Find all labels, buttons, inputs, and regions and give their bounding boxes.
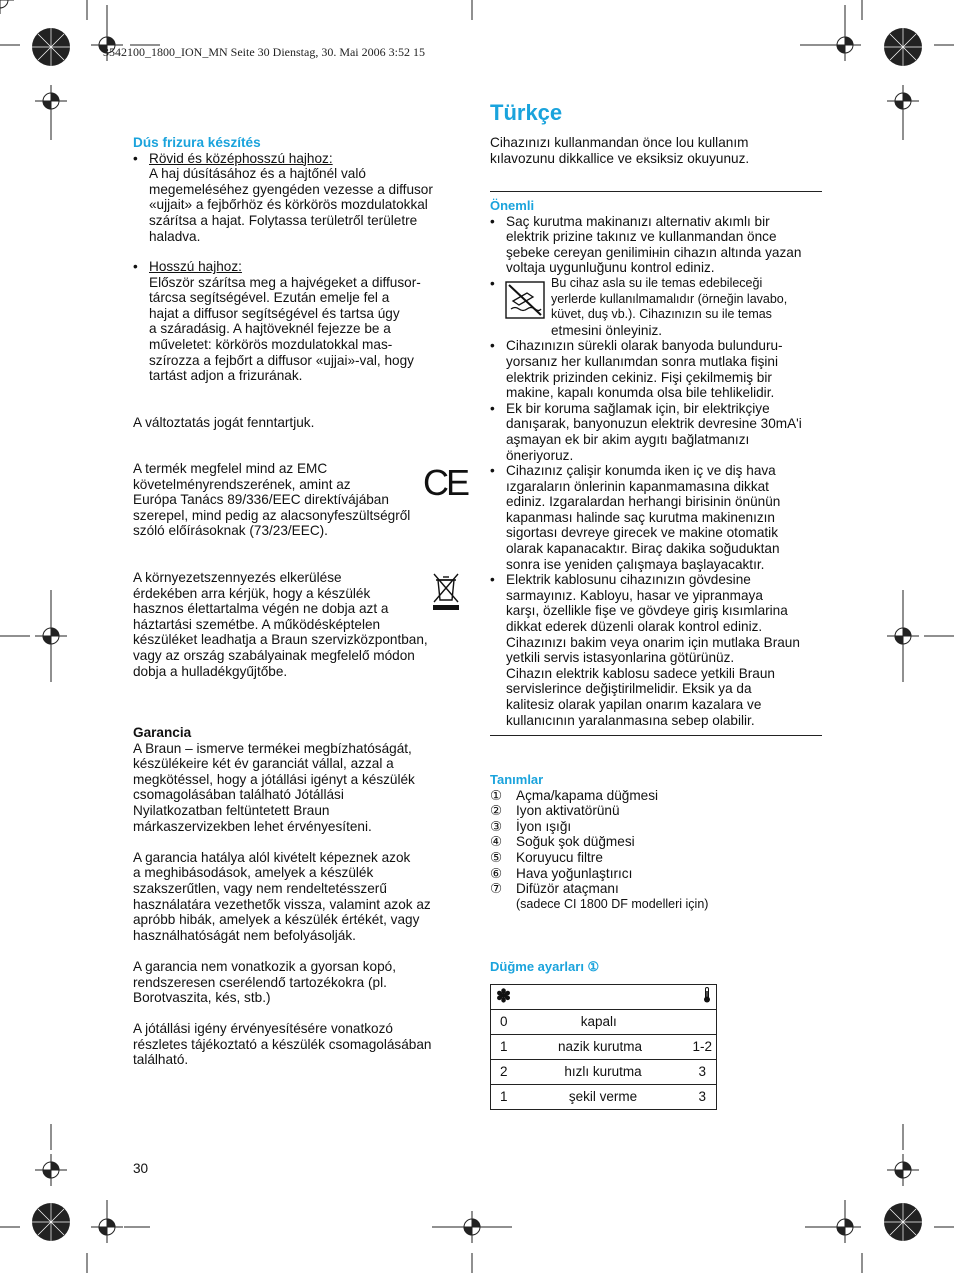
list-item xyxy=(490,214,822,276)
text-line: karşı, özellikle fişe ve gövdeye giriş kısımlarina xyxy=(506,603,788,619)
text-line: ediniz. Izgaralardan herhangi birisinin önünün xyxy=(506,494,781,510)
divider xyxy=(490,735,822,736)
fan-level: 1 xyxy=(500,1089,508,1105)
divider xyxy=(490,191,822,192)
print-header: 3542100_1800_ION_MN Seite 30 Dienstag, 30. Mai 2006 3:52 15 xyxy=(103,45,425,59)
text-line: A környezetszennyezés elkerülése xyxy=(133,570,342,585)
setting-label: nazik kurutma xyxy=(557,1039,643,1055)
text-line: részletes tájékoztató a készülék csomagolásában xyxy=(133,1036,432,1052)
heat-level: 1-2 xyxy=(692,1039,712,1055)
item-label: İyon ışığı xyxy=(516,818,572,834)
text-line: használhatóságát nem befolyásolják. xyxy=(133,927,356,943)
thermometer-icon xyxy=(703,987,711,1007)
text-line: • Saç kurutma makinanızı alternativ akımlı bir xyxy=(506,213,770,229)
text-line: elektrik prizinden cekiniz. Fişi çekilmemiş bir xyxy=(506,369,772,385)
fan-level: 0 xyxy=(500,1014,508,1030)
text-line: danışarak, banyonuzun elektrik devresine 30mA'i xyxy=(506,416,802,432)
fan-icon: ✽ xyxy=(496,986,512,1007)
list-item xyxy=(490,463,822,572)
text-line: ızgaraların önlerinin kapanmamasına dikkat xyxy=(506,478,769,494)
crossed-bin-icon xyxy=(430,572,462,616)
text-line: servislerince değiştirilmelidir. Eksik ya da xyxy=(506,681,752,697)
text-line: sigortası devreye girecek ve makine otomatik xyxy=(506,525,778,541)
text-line: Először szárítsa meg a hajvégeket a diffusor- xyxy=(149,274,421,290)
item-label: Rövid és középhosszú hajhoz: xyxy=(149,150,333,166)
text-line: haladva. xyxy=(149,228,201,244)
list-item xyxy=(490,401,822,463)
item-label: Açma/kapama düğmesi xyxy=(516,787,659,803)
header-cell xyxy=(491,985,717,1010)
text-line: Európa Tanács 89/336/EEC direktívájában xyxy=(133,492,389,508)
item-label: Soğuk şok düğmesi xyxy=(516,834,635,850)
text-line: • Cihazınızın sürekli olarak banyoda bulunduru- xyxy=(506,338,783,354)
no-water-warning-icon xyxy=(505,281,545,319)
list-item xyxy=(490,866,822,882)
table-row xyxy=(491,1035,717,1060)
button-settings-heading: Düğme ayarları ① xyxy=(490,959,600,974)
text-line: Nyilatkozatban feltüntetett Braun xyxy=(133,802,330,818)
text-line: Cihazınızı bakim veya onarim için mutlaka Braun xyxy=(506,634,800,650)
text-line: kalitesiz olarak yapilan onarım kazalara ve xyxy=(506,697,762,712)
text-line: háztartási szemétbe. A működésképtelen xyxy=(133,616,381,632)
item-number: ⑥ xyxy=(490,865,503,881)
item-number: ⑦ xyxy=(490,881,503,897)
text-line: a száradásig. A hajtöveknél fejezze be a xyxy=(149,321,391,337)
text-line: vagy az ország szabályainak megfelelő módon xyxy=(133,647,415,663)
text-line: Cihazınızı kullanmandan önce lou kullanım xyxy=(490,135,749,150)
text-line: szírozza a fejbőrt a diffusor «ujjai»-val, hogy xyxy=(149,352,414,368)
text-line: megemeléséhez gyengéden vezesse a diffusor xyxy=(149,181,433,197)
page-number: 30 xyxy=(133,1161,149,1176)
text-line: şebeke cereyan genilimінin cihazın altında yazan xyxy=(506,244,802,260)
text-line: szakszerűtlen, vagy nem rendeltetésszerű xyxy=(133,880,387,896)
table-cell xyxy=(491,1035,717,1060)
text-line: Borotvaszita, kés, stb.) xyxy=(133,990,271,1006)
table-row xyxy=(491,1085,717,1110)
text-line: A Braun – ismerve termékei megbízhatóságát, xyxy=(133,740,412,756)
text-line: műveletet: körkörös mozdulatokkal mas- xyxy=(149,336,393,352)
table-row xyxy=(491,1010,717,1035)
emc-paragraph xyxy=(133,461,463,539)
text-line: • Ek bir koruma sağlamak için, bir elektrikçiye xyxy=(506,400,770,416)
text-line: A termék megfelel mind az EMC xyxy=(133,461,328,476)
text-line: használatára vezethetők vissza, valamint azok az xyxy=(133,896,431,912)
intro-paragraph xyxy=(490,135,822,166)
text-line: küvet, duş vb.). Cihazınızın su ile temas xyxy=(551,307,772,322)
rights-note: A változtatás jogát fenntartjuk. xyxy=(133,415,315,430)
text-line: sarmayınız. Kabloyu, hasar ve yipranmaya xyxy=(506,587,763,603)
parts-section xyxy=(490,772,822,912)
fan-level: 1 xyxy=(500,1039,508,1055)
text-line: szerepel, mind pedig az alacsonyfeszültségről xyxy=(133,507,411,523)
text-line: yorsanız her kullanımdan sonra mutlaka fişini xyxy=(506,353,779,369)
text-line: A garancia hatálya alól kivételt képeznek azok xyxy=(133,849,411,865)
list-item xyxy=(490,803,822,819)
table-cell xyxy=(491,1060,717,1085)
list-item xyxy=(490,572,822,728)
setting-label: şekil verme xyxy=(568,1089,638,1105)
text-line: rendszeresen cserélendő tartozékokra (pl. xyxy=(133,974,387,990)
list-item xyxy=(490,834,822,850)
setting-label: hızlı kurutma xyxy=(564,1064,642,1080)
text-line: kullanıcının yaralanmasına sebep olabilir. xyxy=(506,712,755,728)
text-line: hajat a diffusor segítségével és tartsa úgy xyxy=(149,305,400,321)
text-line: yetkili servis istasyonlarina götürünüz. xyxy=(506,650,735,666)
text-line: szárítsa a hajat. Folytassa területről területre xyxy=(149,212,418,228)
text-line: • Cihazınız çalişir konumda iken iç ve diş hava xyxy=(506,463,776,479)
heat-level: 3 xyxy=(698,1064,706,1080)
text-line: • Elektrik kablosunu cihazınızın gövdesine xyxy=(506,572,751,588)
section-long-hair xyxy=(133,259,463,384)
text-line: makine, kapalı konumda olsa bile tehlikelidir. xyxy=(506,385,775,401)
list-item xyxy=(133,259,463,384)
item-number: ③ xyxy=(490,818,503,834)
section-heading: Tanımlar xyxy=(490,772,544,787)
table-cell xyxy=(491,1010,717,1035)
text-line: • Bu cihaz asla su ile temas edebileceği xyxy=(551,275,763,290)
list-item xyxy=(490,881,822,897)
list-item xyxy=(490,788,822,804)
text-line: yerlerde kullanılmamalıdır (örneğin lavabo, xyxy=(551,291,788,306)
table-cell xyxy=(491,1085,717,1110)
fan-level: 2 xyxy=(500,1064,508,1080)
section-full-hair xyxy=(133,135,463,244)
text-line: szóló előírásoknak (73/23/EEC). xyxy=(133,523,328,539)
text-line: etmesini önleyiniz. xyxy=(551,322,663,338)
text-line: érdekében arra kérjük, hogy a készülék xyxy=(133,585,371,601)
environment-paragraph xyxy=(133,570,463,679)
list-item xyxy=(490,850,822,866)
setting-label: kapalı xyxy=(580,1014,617,1030)
text-line: kapanması halinde saç kurutma makinenızın xyxy=(506,509,775,525)
text-line: dobja a hulladékgyűjtőbe. xyxy=(133,663,288,679)
text-line: A garancia nem vonatkozik a gyorsan kopó, xyxy=(133,958,396,974)
text-line: készüléket leadhatja a Braun szervizközpontban, xyxy=(133,632,428,648)
text-line: aşmayan ek bir akim aygıtı bağlatmanızı xyxy=(506,431,750,447)
text-line: voltaja uygunluğunu kontrol ediniz. xyxy=(506,260,715,276)
text-line: csomagolásában található Jótállási xyxy=(133,787,344,803)
warranty-heading: Garancia xyxy=(133,725,192,740)
text-line: készülékeire két év garanciát vállal, azzal a xyxy=(133,756,394,772)
section-heading: Önemli xyxy=(490,198,535,213)
text-line: tárcsa segítségével. Ezután emelje fel a xyxy=(149,290,390,306)
text-line: található. xyxy=(133,1052,189,1068)
text-line: A haj dúsításához és a hajtőnél való xyxy=(149,166,366,182)
text-line: sonra ise yeniden çalışmaya başlayacaktır. xyxy=(506,556,765,572)
warranty-section xyxy=(133,725,463,1068)
ce-mark-icon: CE xyxy=(423,462,468,503)
important-section xyxy=(490,198,822,728)
text-line: elektrik prizine takınız ve kullanmandan önce xyxy=(506,229,777,245)
list-item xyxy=(490,819,822,835)
text-line: hasznos élettartalma végén ne dobja azt a xyxy=(133,601,389,617)
text-line: öneriyoruz. xyxy=(506,447,574,463)
item-label: Hava yoğunlaştırıcı xyxy=(516,865,633,881)
text-line: A jótállási igény érvényesítésére vonatkozó xyxy=(133,1021,393,1037)
item-number: ④ xyxy=(490,834,503,850)
list-item xyxy=(490,338,822,400)
text-line: Cihazın elektrik kablosu sadece yetkili Braun xyxy=(506,665,775,681)
list-item xyxy=(133,151,463,245)
heat-level: 3 xyxy=(698,1089,706,1105)
page-title: Türkçe xyxy=(490,100,563,125)
item-label: Difüzör ataçmanı xyxy=(516,881,619,897)
table-header-row xyxy=(491,985,717,1010)
text-line: tartást adjon a frizurának. xyxy=(149,368,303,384)
model-note: (sadece CI 1800 DF modelleri için) xyxy=(516,896,709,911)
item-label: Hosszú hajhoz: xyxy=(149,259,242,274)
text-line: követelményrendszerének, amint az xyxy=(133,476,351,492)
settings-table xyxy=(490,984,717,1110)
item-number: ② xyxy=(490,803,503,819)
text-line: megkötéssel, hogy a jótállási igényt a készülék xyxy=(133,771,415,787)
item-number: ① xyxy=(490,787,503,803)
item-number: ⑤ xyxy=(490,849,503,865)
text-line: apróbb hibák, amelyek a készülék értékét, vagy xyxy=(133,912,420,928)
section-heading: Dús frizura készítés xyxy=(133,135,261,150)
item-label: Koruyucu filtre xyxy=(516,849,603,865)
text-line: a meghibásodások, amelyek a készülék xyxy=(133,865,374,881)
text-line: márkaszervizekben lehet érvényesíteni. xyxy=(133,818,372,834)
item-label: Iyon aktivatörünü xyxy=(516,803,620,819)
text-line: kılavozunu dikkallice ve eksiksiz okuyunuz. xyxy=(490,150,750,166)
table-row xyxy=(491,1060,717,1085)
text-line: olarak kapanacaktır. Biraç dakika soğuduktan xyxy=(506,541,780,557)
text-line: dikkat ederek düzenli olarak kontrol ediniz. xyxy=(506,619,763,635)
text-line: «ujjait» a fejbőrhöz és körkörös mozdulatokkal xyxy=(149,197,428,213)
